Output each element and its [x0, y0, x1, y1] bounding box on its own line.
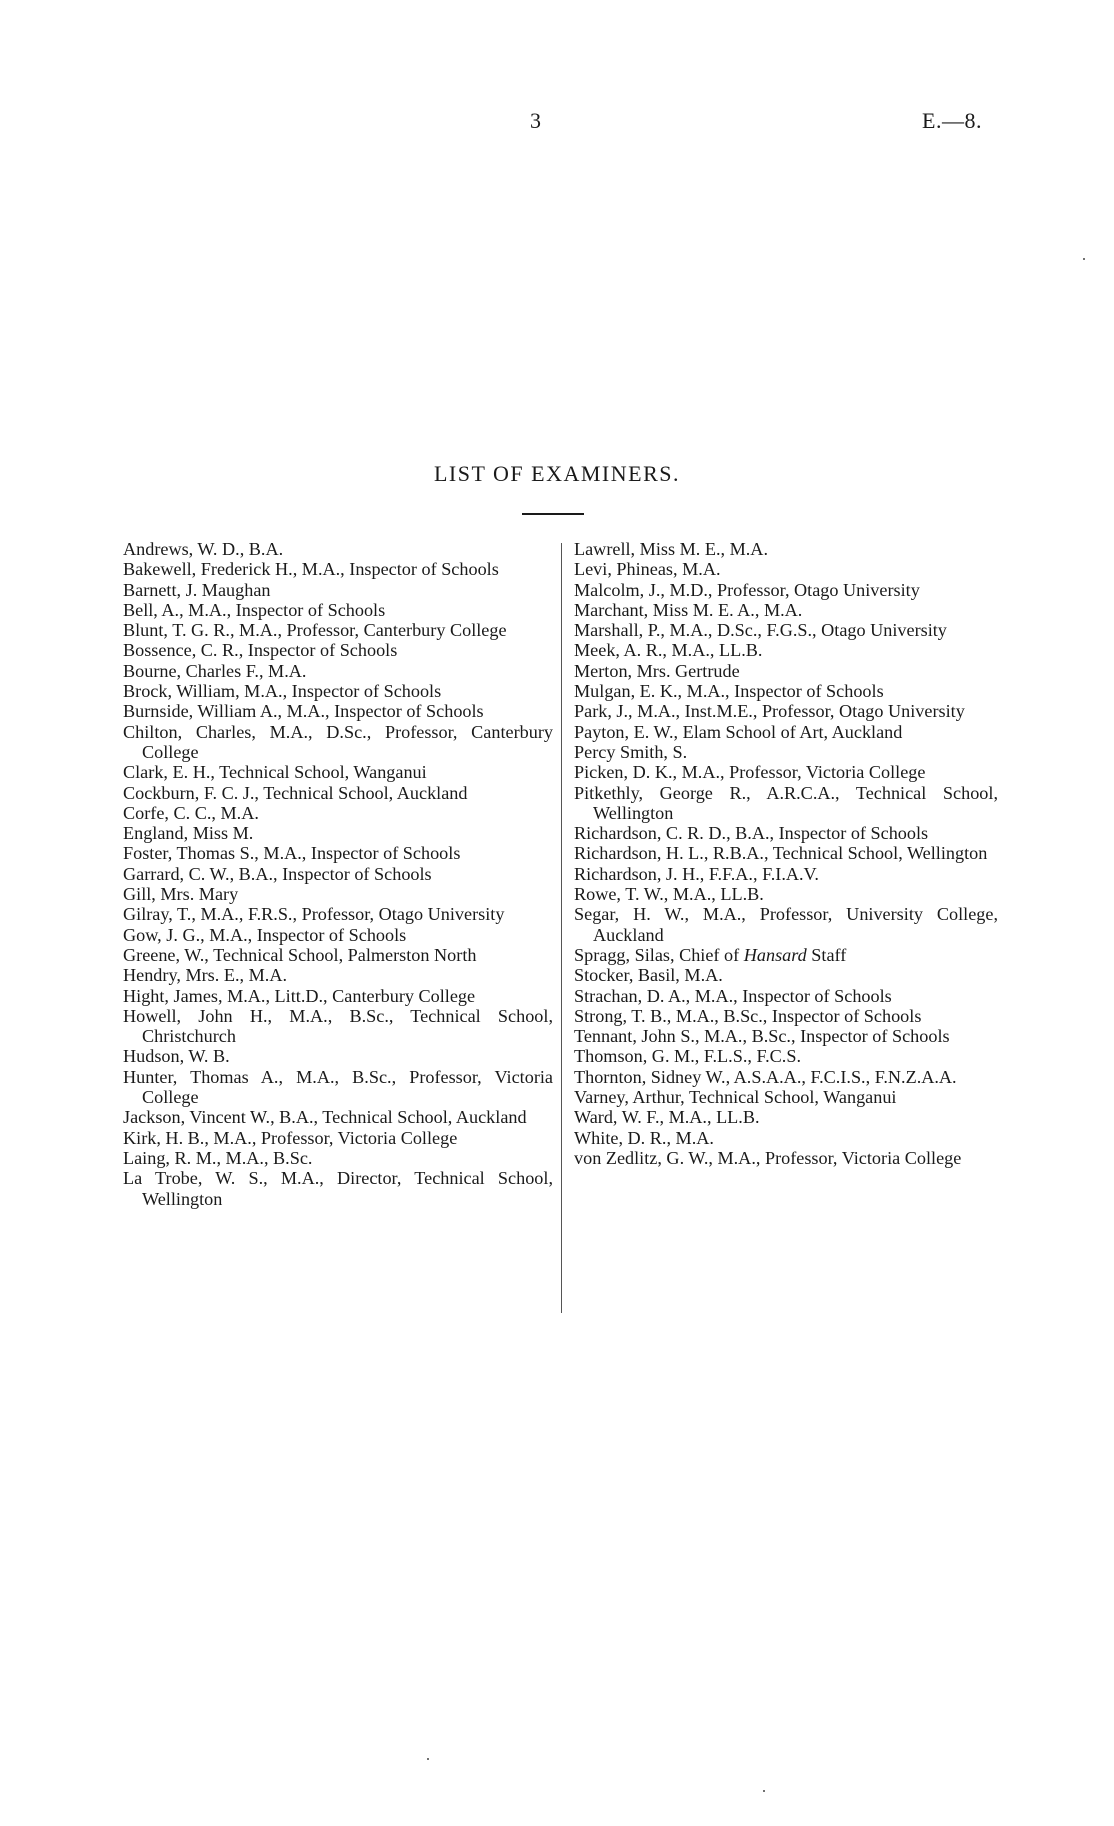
examiner-entry: Garrard, C. W., B.A., Inspector of Schools [123, 863, 432, 884]
examiner-entry: Greene, W., Technical School, Palmerston North [123, 944, 477, 965]
examiner-entry: Andrews, W. D., B.A. [123, 539, 284, 559]
examiner-entry: Burnside, William A., M.A., Inspector of Schools [123, 701, 484, 722]
examiner-entry: Spragg, Silas, Chief of Hansard Staff [574, 944, 847, 965]
examiner-entry: Stocker, Basil, M.A. [574, 965, 723, 986]
examiner-entry: Levi, Phineas, M.A. [574, 559, 721, 580]
examiner-entry: Marshall, P., M.A., D.Sc., F.G.S., Otago University [574, 620, 947, 641]
page-number: 3 [530, 108, 541, 133]
examiner-entry: Bakewell, Frederick H., M.A., Inspector of Schools [123, 559, 499, 580]
examiner-entry: Pitkethly, George R., A.R.C.A., Technical School, Wellington [574, 782, 998, 823]
examiner-entry: Clark, E. H., Technical School, Wanganui [123, 762, 427, 783]
examiner-entry: Gill, Mrs. Mary [123, 884, 239, 905]
examiner-entry: Picken, D. K., M.A., Professor, Victoria College [574, 762, 926, 783]
examiner-entry: Segar, H. W., M.A., Professor, University College, Auckland [574, 904, 998, 945]
examiner-entry: Barnett, J. Maughan [123, 579, 271, 600]
examiner-entry: Ward, W. F., M.A., LL.B. [574, 1107, 760, 1128]
examiner-entry: Lawrell, Miss M. E., M.A. [574, 539, 768, 559]
page-title: LIST OF EXAMINERS. [433, 461, 680, 486]
examiner-entry: Bossence, C. R., Inspector of Schools [123, 640, 398, 661]
examiner-entry: Laing, R. M., M.A., B.Sc. [123, 1147, 313, 1168]
print-speck [763, 1790, 765, 1792]
examiner-entry: von Zedlitz, G. W., M.A., Professor, Victoria College [574, 1147, 962, 1168]
examiner-entry: Bourne, Charles F., M.A. [123, 660, 307, 681]
examiners-list-left-column [123, 539, 553, 1209]
examiner-entry: Rowe, T. W., M.A., LL.B. [574, 884, 764, 905]
examiner-entry: Howell, John H., M.A., B.Sc., Technical School, Christchurch [123, 1005, 553, 1047]
examiner-entry: Cockburn, F. C. J., Technical School, Auckland [123, 782, 468, 803]
examiner-entry: Hudson, W. B. [123, 1046, 230, 1067]
document-reference: E.—8. [922, 108, 982, 133]
print-speck [427, 1758, 429, 1760]
examiner-entry: Strachan, D. A., M.A., Inspector of Schools [574, 985, 892, 1006]
examiner-entry: Tennant, John S., M.A., B.Sc., Inspector of Schools [574, 1026, 950, 1047]
examiner-entry: Richardson, J. H., F.F.A., F.I.A.V. [574, 863, 819, 884]
examiner-entry: Bell, A., M.A., Inspector of Schools [123, 599, 386, 620]
examiner-entry: Mulgan, E. K., M.A., Inspector of Schools [574, 681, 884, 702]
examiner-entry: La Trobe, W. S., M.A., Director, Technical School, Wellington [123, 1168, 553, 1209]
examiner-entry: Richardson, C. R. D., B.A., Inspector of Schools [574, 823, 929, 844]
examiner-entry: Merton, Mrs. Gertrude [574, 660, 740, 681]
examiner-entry: Thornton, Sidney W., A.S.A.A., F.C.I.S., F.N.Z.A.A. [574, 1066, 957, 1087]
examiner-entry: Marchant, Miss M. E. A., M.A. [574, 599, 803, 620]
examiner-entry: Gow, J. G., M.A., Inspector of Schools [123, 924, 407, 945]
examiner-entry: Varney, Arthur, Technical School, Wanganui [574, 1087, 897, 1108]
examiner-entry: Park, J., M.A., Inst.M.E., Professor, Otago University [574, 701, 965, 722]
examiner-entry: Jackson, Vincent W., B.A., Technical School, Auckland [123, 1107, 527, 1128]
examiner-entry: Corfe, C. C., M.A. [123, 802, 259, 823]
examiner-entry: Blunt, T. G. R., M.A., Professor, Canterbury College [123, 620, 507, 641]
column-divider [561, 543, 562, 1313]
examiner-entry: Percy Smith, S. [574, 741, 688, 762]
examiner-entry: White, D. R., M.A. [574, 1127, 714, 1148]
examiner-entry: Meek, A. R., M.A., LL.B. [574, 640, 763, 661]
examiner-entry: Hendry, Mrs. E., M.A. [123, 965, 288, 986]
examiner-entry: England, Miss M. [123, 823, 254, 844]
title-underline-rule [522, 513, 584, 515]
examiner-entry: Malcolm, J., M.D., Professor, Otago University [574, 579, 920, 600]
examiner-entry: Kirk, H. B., M.A., Professor, Victoria College [123, 1127, 458, 1148]
examiner-entry: Foster, Thomas S., M.A., Inspector of Schools [123, 843, 461, 864]
examiner-entry: Chilton, Charles, M.A., D.Sc., Professor, Canterbury College [123, 721, 553, 762]
examiner-entry: Gilray, T., M.A., F.R.S., Professor, Otago University [123, 904, 505, 925]
print-speck [1083, 258, 1085, 260]
examiner-entry: Hight, James, M.A., Litt.D., Canterbury College [123, 985, 476, 1006]
examiner-entry: Thomson, G. M., F.L.S., F.C.S. [574, 1046, 802, 1067]
examiner-entry: Payton, E. W., Elam School of Art, Auckland [574, 721, 903, 742]
examiner-entry: Strong, T. B., M.A., B.Sc., Inspector of Schools [574, 1005, 922, 1026]
examiner-entry: Richardson, H. L., R.B.A., Technical School, Wellington [574, 843, 988, 864]
examiner-entry: Brock, William, M.A., Inspector of Schools [123, 681, 442, 702]
examiner-entry: Hunter, Thomas A., M.A., B.Sc., Professor, Victoria College [123, 1066, 553, 1108]
examiners-list-right-column [574, 539, 998, 1168]
